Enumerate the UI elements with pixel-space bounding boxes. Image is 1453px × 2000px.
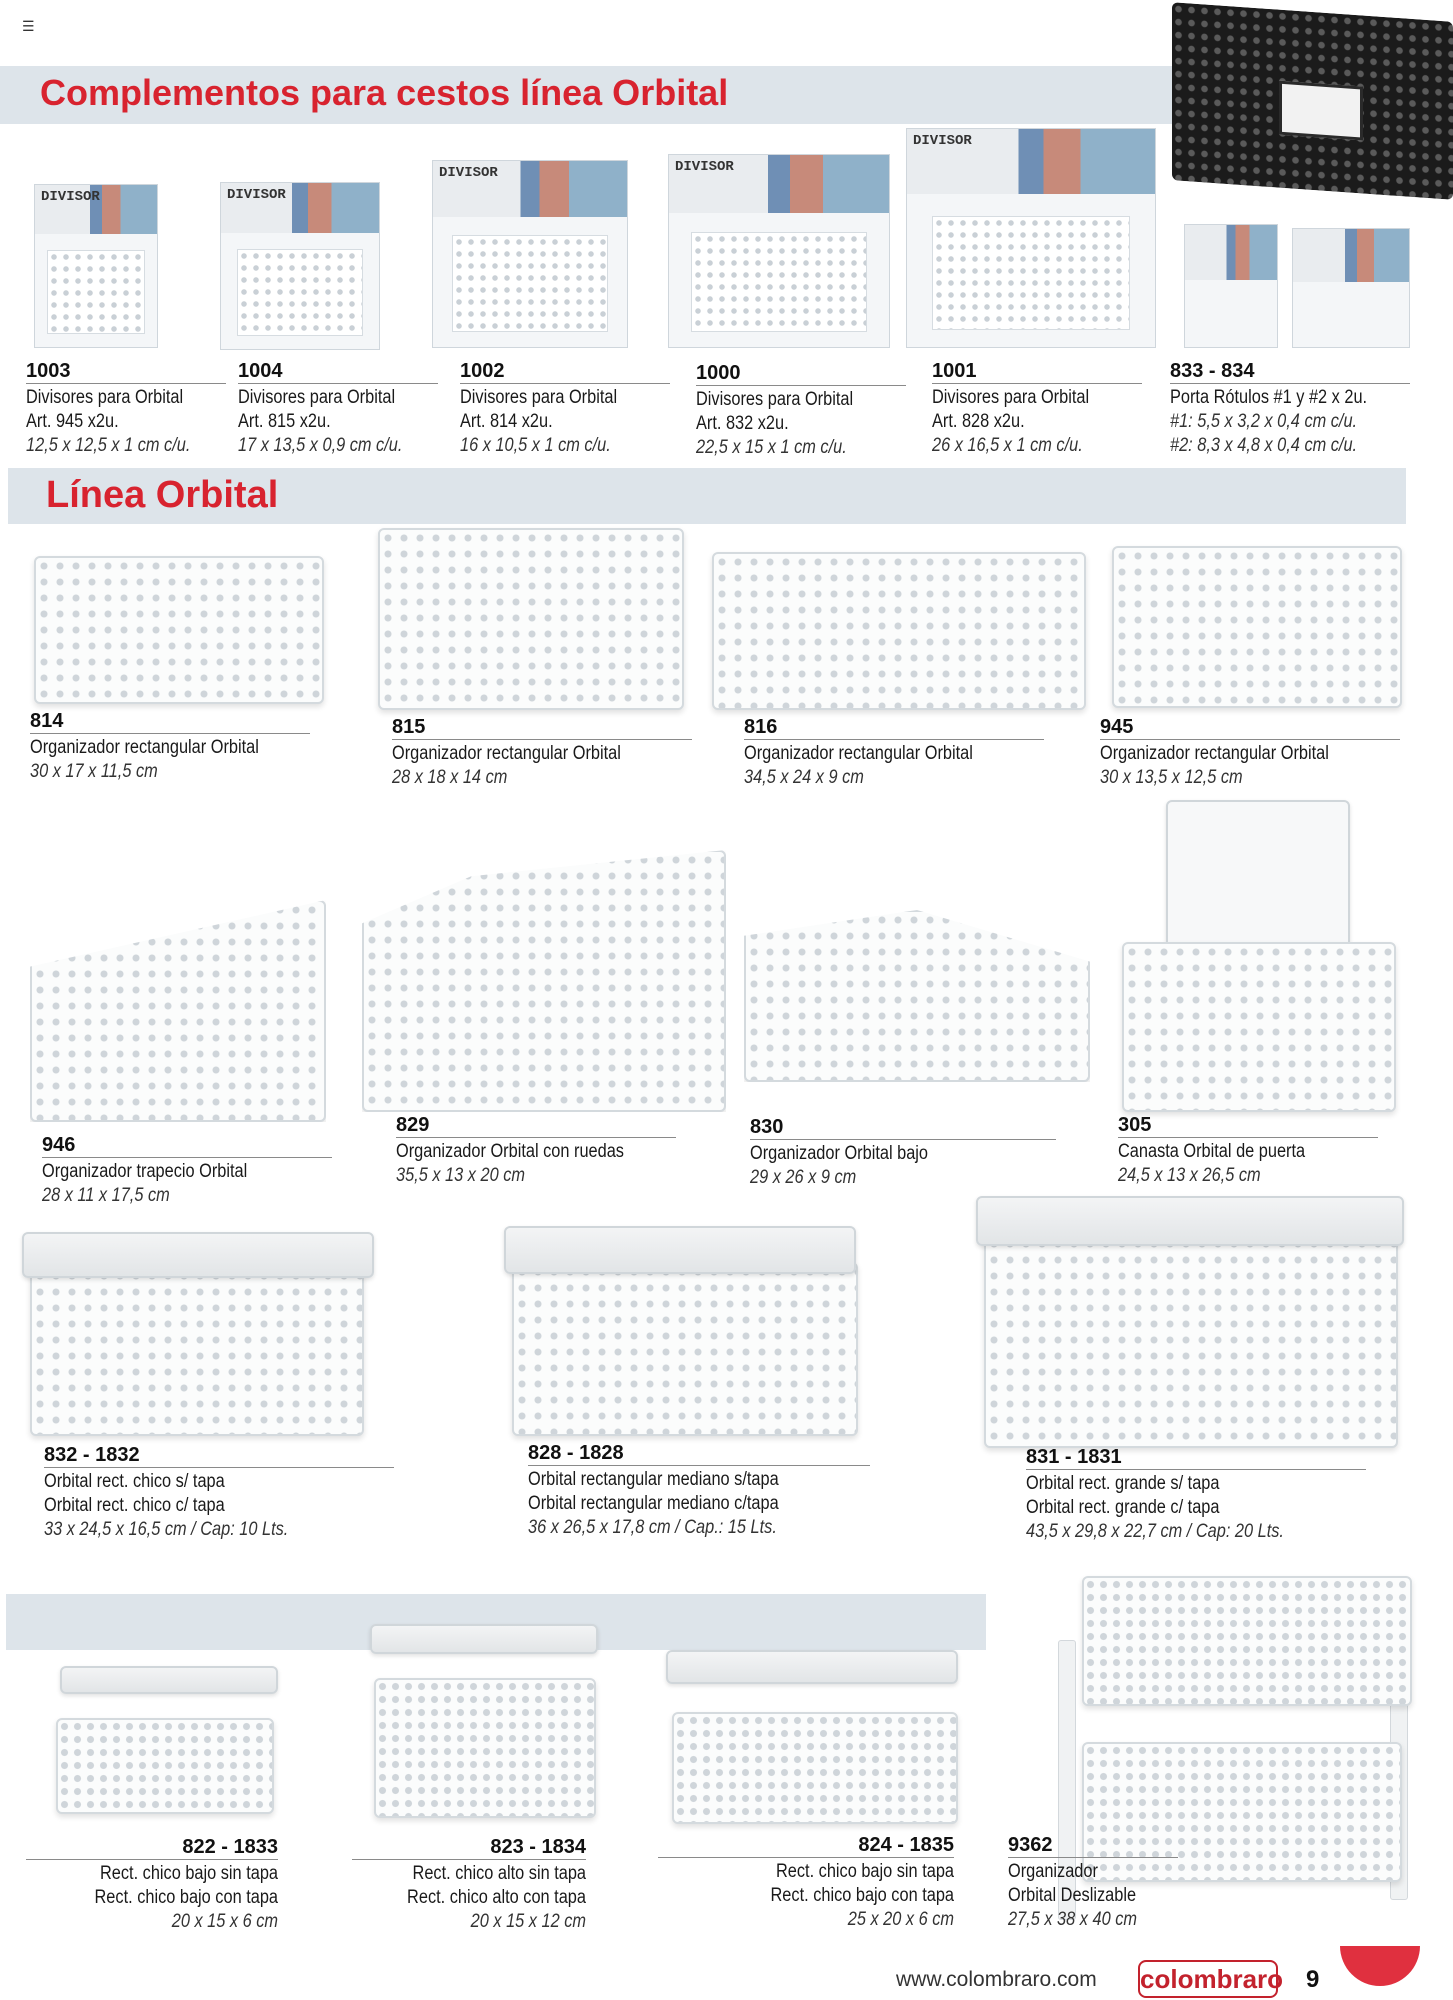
product-name-line2: Art. 814 x2u. [460,411,553,432]
product-dims: 16 x 10,5 x 1 cm c/u. [460,435,611,456]
basket-946-image [30,900,326,1122]
product-name-line2: Rect. chico bajo con tapa [770,1885,954,1906]
organizer-9362-top-drawer [1082,1576,1412,1706]
product-code: 824 - 1835 [658,1834,954,1858]
product-name: Orbital rect. chico s/ tapa [44,1471,225,1492]
menu-icon: ☰ [22,18,35,34]
black-basket-image [1172,2,1453,200]
product-name: Divisores para Orbital [238,387,396,408]
product-code: 832 - 1832 [44,1444,394,1468]
product-name-line2: Art. 828 x2u. [932,411,1025,432]
divider-package-1001-image: DIVISOR [906,128,1156,348]
product-815 [392,716,692,790]
corner-red-disc [1340,1946,1420,1986]
lid-831-image [976,1196,1404,1246]
product-dims: 34,5 x 24 x 9 cm [744,767,864,788]
product-name: Organizador Orbital bajo [750,1143,929,1164]
lid-1833-image [60,1666,278,1694]
basket-label-slot [1279,81,1363,140]
product-dims: 20 x 15 x 12 cm [470,1911,586,1932]
product-code: 1000 [696,362,906,386]
product-code: 815 [392,716,692,740]
product-name-line2: Orbital rectangular mediano c/tapa [528,1493,779,1514]
product-dims: 22,5 x 15 x 1 cm c/u. [696,437,847,458]
product-dims: 30 x 13,5 x 12,5 cm [1100,767,1243,788]
lid-1834-image [370,1624,598,1654]
product-name: Organizador rectangular Orbital [744,743,973,764]
product-code: 823 - 1834 [352,1836,586,1860]
product-code: 1003 [26,360,226,384]
basket-829-image [362,850,726,1112]
product-1002 [460,360,670,458]
product-name: Divisores para Orbital [696,389,854,410]
product-code: 946 [42,1134,332,1158]
product-code: 1001 [932,360,1142,384]
basket-830-image [744,910,1090,1082]
product-946 [42,1134,332,1208]
product-dims: 33 x 24,5 x 16,5 cm / Cap: 10 Lts. [44,1519,289,1540]
product-9362 [1008,1834,1178,1932]
product-name: Divisores para Orbital [460,387,618,408]
product-code: 822 - 1833 [26,1836,278,1860]
product-code: 1002 [460,360,670,384]
product-code: 829 [396,1114,676,1138]
basket-828-image [512,1262,858,1436]
product-822-1833 [26,1836,278,1934]
box-822-image [56,1718,274,1814]
product-name: Orbital rect. grande s/ tapa [1026,1473,1220,1494]
product-name: Rect. chico alto sin tapa [412,1863,586,1884]
product-name: Organizador [1008,1861,1098,1882]
product-831-1831 [1026,1446,1366,1544]
website-url[interactable]: www.colombraro.com [896,1968,1097,1991]
product-name: Divisores para Orbital [932,387,1090,408]
product-code: 816 [744,716,1044,740]
product-1000 [696,362,906,460]
product-name: Porta Rótulos #1 y #2 x 2u. [1170,387,1368,408]
box-823-image [374,1678,596,1818]
basket-814-image [34,556,324,704]
product-code: 828 - 1828 [528,1442,870,1466]
brand-logo: colombraro [1138,1960,1278,1998]
product-name-line2: Art. 832 x2u. [696,413,789,434]
product-name-line2: Rect. chico bajo con tapa [94,1887,278,1908]
box-824-image [672,1712,958,1824]
product-name: Rect. chico bajo sin tapa [775,1861,954,1882]
product-code: 305 [1118,1114,1378,1138]
product-name: Orbital rectangular mediano s/tapa [528,1469,779,1490]
basket-816-image [712,552,1086,710]
product-name: Organizador rectangular Orbital [392,743,621,764]
product-name-line2: Rect. chico alto con tapa [407,1887,586,1908]
lid-1835-image [666,1650,958,1684]
divider-package-1002-image: DIVISOR [432,160,628,348]
lid-832-image [22,1232,374,1278]
product-1003 [26,360,226,458]
label-holder-834-image [1292,228,1410,348]
product-name: Canasta Orbital de puerta [1118,1141,1306,1162]
product-dims: 28 x 11 x 17,5 cm [42,1185,170,1206]
product-814 [30,710,310,784]
product-dims: 30 x 17 x 11,5 cm [30,761,158,782]
product-code: 1004 [238,360,438,384]
product-code: 831 - 1831 [1026,1446,1366,1470]
divider-package-1004-image: DIVISOR [220,182,380,350]
product-dims: 25 x 20 x 6 cm [847,1909,954,1930]
product-dims: 28 x 18 x 14 cm [392,767,508,788]
product-305 [1118,1114,1378,1188]
product-name-line2: Orbital Deslizable [1008,1885,1137,1906]
product-code: 945 [1100,716,1400,740]
product-dims: 35,5 x 13 x 20 cm [396,1165,525,1186]
product-name-line2: Art. 815 x2u. [238,411,331,432]
product-name-line2: Art. 945 x2u. [26,411,119,432]
product-name-line2: Orbital rect. grande c/ tapa [1026,1497,1220,1518]
product-816 [744,716,1044,790]
product-dims: #1: 5,5 x 3,2 x 0,4 cm c/u. [1170,411,1358,432]
product-1004 [238,360,438,458]
product-829 [396,1114,676,1188]
product-dims: 20 x 15 x 6 cm [171,1911,278,1932]
basket-815-image [378,528,684,710]
basket-831-image [984,1234,1398,1448]
product-945 [1100,716,1400,790]
product-dims-2: #2: 8,3 x 4,8 x 0,4 cm c/u. [1170,435,1358,456]
product-824-1835 [658,1834,954,1932]
product-name: Organizador trapecio Orbital [42,1161,248,1182]
product-1001 [932,360,1142,458]
product-dims: 36 x 26,5 x 17,8 cm / Cap.: 15 Lts. [528,1517,777,1538]
basket-305-image [1122,942,1396,1112]
lid-828-image [504,1226,856,1274]
product-code: 814 [30,710,310,734]
product-833-834 [1170,360,1410,458]
product-name: Rect. chico bajo sin tapa [99,1863,279,1884]
product-name: Organizador rectangular Orbital [1100,743,1329,764]
product-dims: 26 x 16,5 x 1 cm c/u. [932,435,1083,456]
product-name-line2: Orbital rect. chico c/ tapa [44,1495,225,1516]
product-code: 833 - 834 [1170,360,1410,384]
product-dims: 29 x 26 x 9 cm [750,1167,857,1188]
label-holder-833-image [1184,224,1278,348]
section-title-linea: Línea Orbital [46,474,279,516]
product-dims: 27,5 x 38 x 40 cm [1008,1909,1137,1930]
product-code: 9362 [1008,1834,1178,1858]
product-name: Divisores para Orbital [26,387,184,408]
basket-305-back-panel [1166,800,1350,950]
page-number: 9 [1306,1966,1320,1993]
product-code: 830 [750,1116,1056,1140]
divider-package-1000-image: DIVISOR [668,154,890,348]
product-dims: 17 x 13,5 x 0,9 cm c/u. [238,435,403,456]
product-832-1832 [44,1444,394,1542]
product-823-1834 [352,1836,586,1934]
product-dims: 24,5 x 13 x 26,5 cm [1118,1165,1261,1186]
product-name: Organizador Orbital con ruedas [396,1141,624,1162]
divider-package-1003-image: DIVISOR [34,184,158,348]
product-dims: 43,5 x 29,8 x 22,7 cm / Cap: 20 Lts. [1026,1521,1284,1542]
section-title-complementos: Complementos para cestos línea Orbital [40,72,729,113]
product-dims: 12,5 x 12,5 x 1 cm c/u. [26,435,191,456]
product-name: Organizador rectangular Orbital [30,737,259,758]
product-828-1828 [528,1442,870,1540]
product-830 [750,1116,1056,1190]
basket-945-image [1112,546,1402,708]
